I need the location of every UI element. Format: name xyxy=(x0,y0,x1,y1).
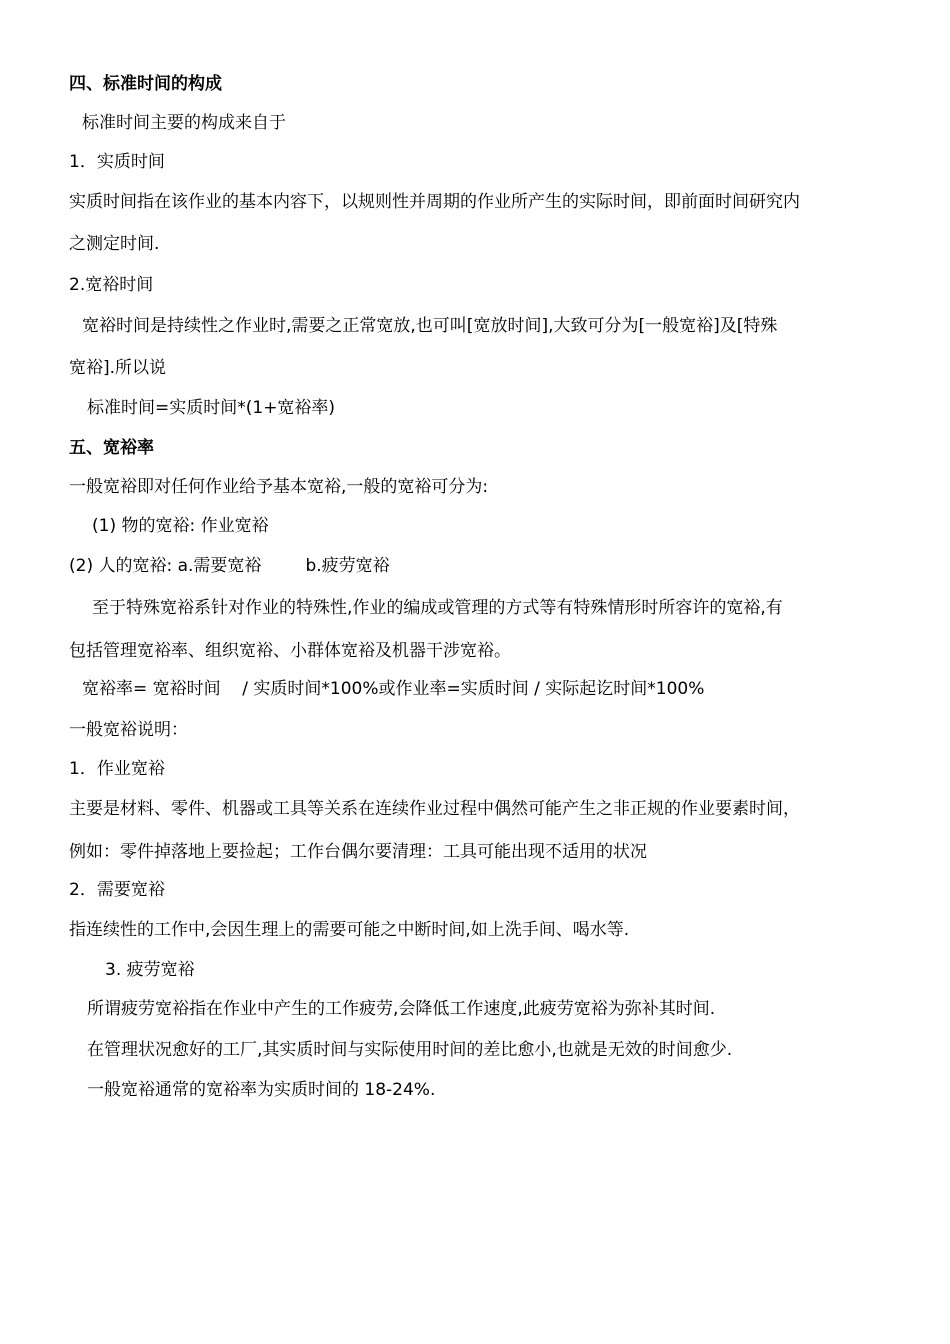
special-allowance-line-1: 至于特殊宽裕系针对作业的特殊性,作业的编成或管理的方式等有特殊情形时所容许的宽裕,有 xyxy=(92,598,783,618)
general-allowance-intro: 一般宽裕即对任何作业给予基本宽裕,一般的宽裕可分为: xyxy=(69,477,489,497)
general-allowance-explain-title: 一般宽裕说明： xyxy=(69,720,188,740)
item-1-title: 1．实质时间 xyxy=(69,152,165,172)
explain-1-text-line-1: 主要是材料、零件、机器或工具等关系在连续作业过程中偶然可能产生之非正规的作业要素时间， xyxy=(69,799,800,819)
explain-3-title: 3. 疲劳宽裕 xyxy=(105,960,195,980)
item-2-title: 2.宽裕时间 xyxy=(69,275,154,295)
allowance-rate-note: 一般宽裕通常的宽裕率为实质时间的 18-24%. xyxy=(87,1080,436,1100)
section-4-heading: 四、标准时间的构成 xyxy=(69,74,222,94)
allowance-rate-formula: 宽裕率= 宽裕时间 / 实质时间*100%或作业率=实质时间 / 实际起讫时间*100% xyxy=(82,679,705,699)
allowance-type-2-a: (2) 人的宽裕: a.需要宽裕 xyxy=(69,556,262,576)
management-note: 在管理状况愈好的工厂,其实质时间与实际使用时间的差比愈小,也就是无效的时间愈少. xyxy=(87,1040,733,1060)
item-1-text-line-2: 之测定时间. xyxy=(69,234,160,254)
section-4-intro: 标准时间主要的构成来自于 xyxy=(82,113,286,133)
explain-2-text: 指连续性的工作中,会因生理上的需要可能之中断时间,如上洗手间、喝水等. xyxy=(69,920,630,940)
item-2-text-line-2: 宽裕].所以说 xyxy=(69,358,167,378)
allowance-type-2 xyxy=(69,554,390,578)
explain-2-title: 2．需要宽裕 xyxy=(69,880,165,900)
standard-time-formula: 标准时间=实质时间*(1+宽裕率) xyxy=(87,398,336,418)
item-1-text-line-1: 实质时间指在该作业的基本内容下，以规则性并周期的作业所产生的实际时间，即前面时间研究内 xyxy=(69,192,800,212)
allowance-type-2-b: b.疲劳宽裕 xyxy=(305,556,390,576)
explain-1-text-line-2: 例如：零件掉落地上要捡起；工作台偶尔要清理：工具可能出现不适用的状况 xyxy=(69,842,647,862)
item-2-text-line-1: 宽裕时间是持续性之作业时,需要之正常宽放,也可叫[宽放时间],大致可分为[一般宽裕]及[特殊 xyxy=(82,316,778,336)
explain-3-text: 所谓疲劳宽裕指在作业中产生的工作疲劳,会降低工作速度,此疲劳宽裕为弥补其时间. xyxy=(87,999,716,1019)
section-5-heading: 五、宽裕率 xyxy=(69,438,154,458)
special-allowance-line-2: 包括管理宽裕率、组织宽裕、小群体宽裕及机器干涉宽裕。 xyxy=(69,641,511,661)
explain-1-title: 1．作业宽裕 xyxy=(69,759,165,779)
allowance-type-1: (1) 物的宽裕: 作业宽裕 xyxy=(92,516,269,536)
